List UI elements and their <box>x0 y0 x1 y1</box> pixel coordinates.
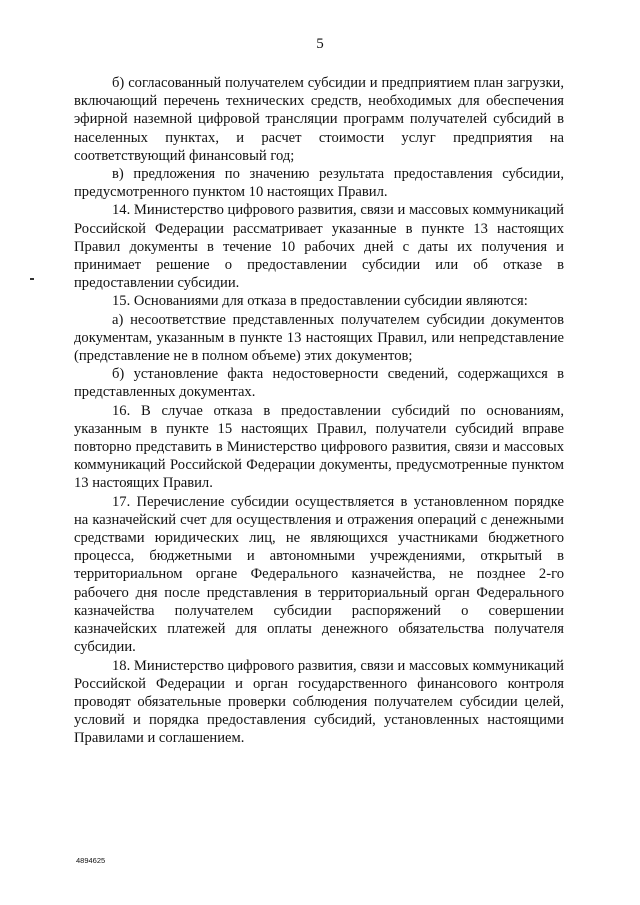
paragraph-17: 17. Перечисление субсидии осуществляется в установленном порядке на казначейский счет для осуществления и отражения операций с денежными средствами юридических лиц, не являющихся участниками бюджетного процесса, бюджетными и автономными учреждениями, открытый в территориальном органе Федерального казначейства, не позднее 2-го рабочего дня после представления в территориальный орган Федерального казначейства получателем субсидии распоряжений о совершении казначейских платежей для оплаты денежного обязательства получателя субсидии. <box>74 493 564 656</box>
paragraph-15: 15. Основаниями для отказа в предоставлении субсидии являются: <box>112 293 528 310</box>
document-code: 4894625 <box>76 856 106 865</box>
paragraph-16: 16. В случае отказа в предоставлении субсидий по основаниям, указанным в пункте 15 настоящих Правил, получатели субсидий вправе повторно представить в Министерство цифрового развития, связи и массовых коммуникаций Российской Федерации документы, предусмотренные пунктом 13 настоящих Правил. <box>74 402 564 492</box>
margin-mark <box>30 278 34 280</box>
paragraph-b-plan: б) согласованный получателем субсидии и предприятием план загрузки, включающий перечень технических средств, необходимых для обеспечения эфирной наземной цифровой трансляции программ получателей субсидий в населенных пунктах, и расчет стоимости услуг предприятия на соответствующий финансовый год; <box>74 75 564 164</box>
paragraph-15-b: б) установление факта недостоверности сведений, содержащихся в представленных документах. <box>74 366 564 401</box>
paragraph-14: 14. Министерство цифрового развития, связи и массовых коммуникаций Российской Федерации рассматривает указанные в пункте 13 настоящих Правил документы в течение 10 рабочих дней с даты их получения и принимает решение о предоставлении субсидии или об отказе в предоставлении субсидии. <box>74 202 564 292</box>
paragraph-18: 18. Министерство цифрового развития, связи и массовых коммуникаций Российской Федерации и орган государственного финансового контроля проводят обязательные проверки соблюдения получателем субсидии целей, условий и порядка предоставления субсидий, установленных настоящими Правилами и соглашением. <box>74 657 564 747</box>
page-number: 5 <box>316 36 324 52</box>
paragraph-15-a: а) несоответствие представленных получателем субсидии документов документам, указанным в пункте 13 настоящих Правил, или непредставление (представление не в полном объеме) этих документов; <box>74 311 564 365</box>
paragraph-v-proposals: в) предложения по значению результата предоставления субсидии, предусмотренного пунктом 10 настоящих Правил. <box>74 166 564 201</box>
document-body <box>74 74 564 748</box>
